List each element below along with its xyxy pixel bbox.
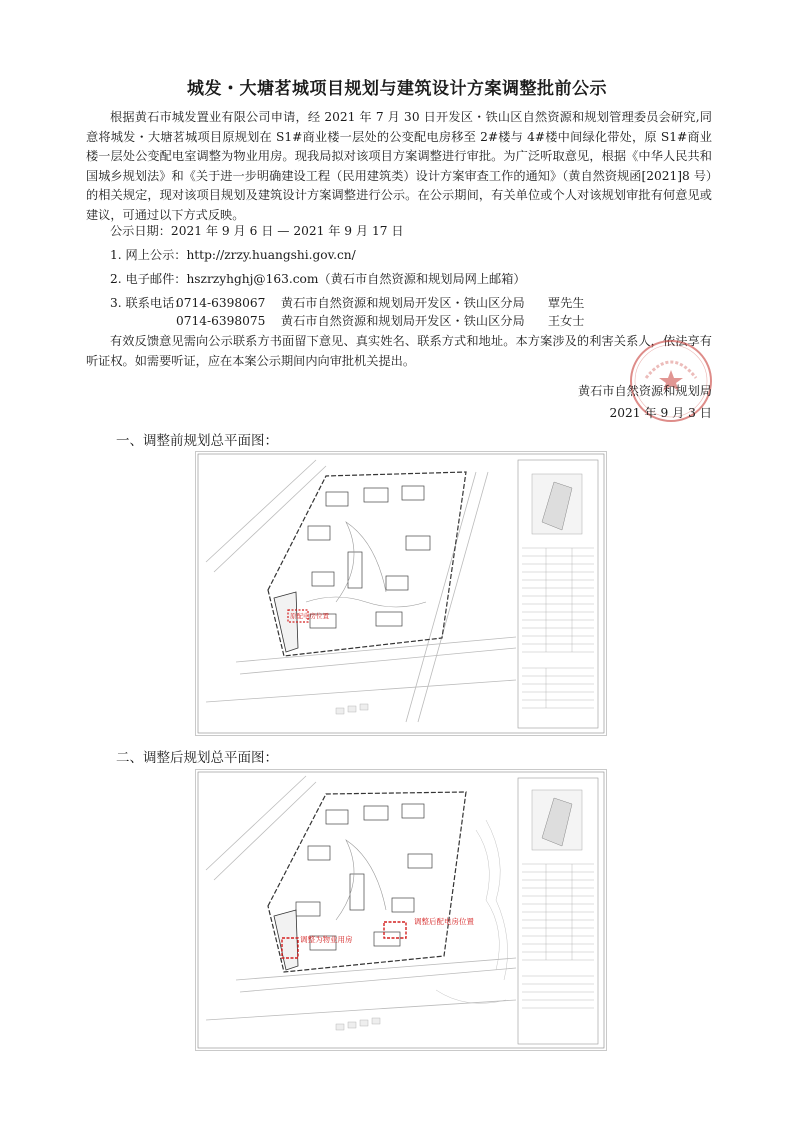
contact-website: 1. 网上公示：http://zrzy.huangshi.gov.cn/ (110, 248, 356, 262)
contact-email: 2. 电子邮件：hszrzyhghj@163.com（黄石市自然资源和规划局网上邮箱） (110, 272, 526, 286)
section-before-heading: 一、调整前规划总平面图： (116, 433, 278, 449)
body-paragraph: 根据黄石市城发置业有限公司申请，经 2021 年 7 月 30 日开发区・铁山区自然资源和规划管理委员会研究,同意将城发・大塘茗城项目原规划在 S1#商业楼一层处的公变配电房移至 2#楼与 4#楼中间绿化带处，原 S1#商业楼一层处公变配电室调整为物业用房。现我局拟对该项目方案调整进行审批。为广泛听取意见，根据《中华人民共和国城乡规划法》和《关于进一步明确建设工程（民用建筑类）设计方案审查工作的通知》（黄自然资规函[2021]8 号）的相关规定，现对该项目规划及建筑设计方案调整进行公示。在公示期间，有关单位或个人对该规划审批有何意见或建议，可通过以下方式反映。 (86, 110, 712, 222)
site-plan-before (195, 451, 607, 736)
annotation-property-room: 调整为物业用房 (300, 935, 353, 944)
site-plan-after (195, 769, 607, 1051)
section-after-heading: 二、调整后规划总平面图： (116, 750, 278, 766)
issue-date: 2021 年 9 月 3 日 (609, 406, 712, 420)
contact-phone-label: 3. 联系电话： (110, 296, 187, 310)
contact-phone-1: 0714-6398067 黄石市自然资源和规划局开发区・铁山区分局 覃先生 (176, 296, 585, 310)
issuer: 黄石市自然资源和规划局 (577, 384, 712, 398)
document-title: 城发・大塘茗城项目规划与建筑设计方案调整批前公示 (187, 79, 607, 99)
annotation-original-power-room: 原配电房位置 (290, 612, 329, 620)
feedback-note: 有效反馈意见需向公示联系方书面留下意见、真实姓名、联系方式和地址。本方案涉及的利害关系人，依法享有听证权。如需要听证，应在本案公示期间内向审批机关提出。 (86, 334, 712, 368)
annotation-new-power-room: 调整后配电房位置 (414, 917, 474, 926)
notice-period: 公示日期：2021 年 9 月 6 日 — 2021 年 9 月 17 日 (110, 224, 404, 238)
contact-phone-2: 0714-6398075 黄石市自然资源和规划局开发区・铁山区分局 王女士 (176, 314, 585, 328)
